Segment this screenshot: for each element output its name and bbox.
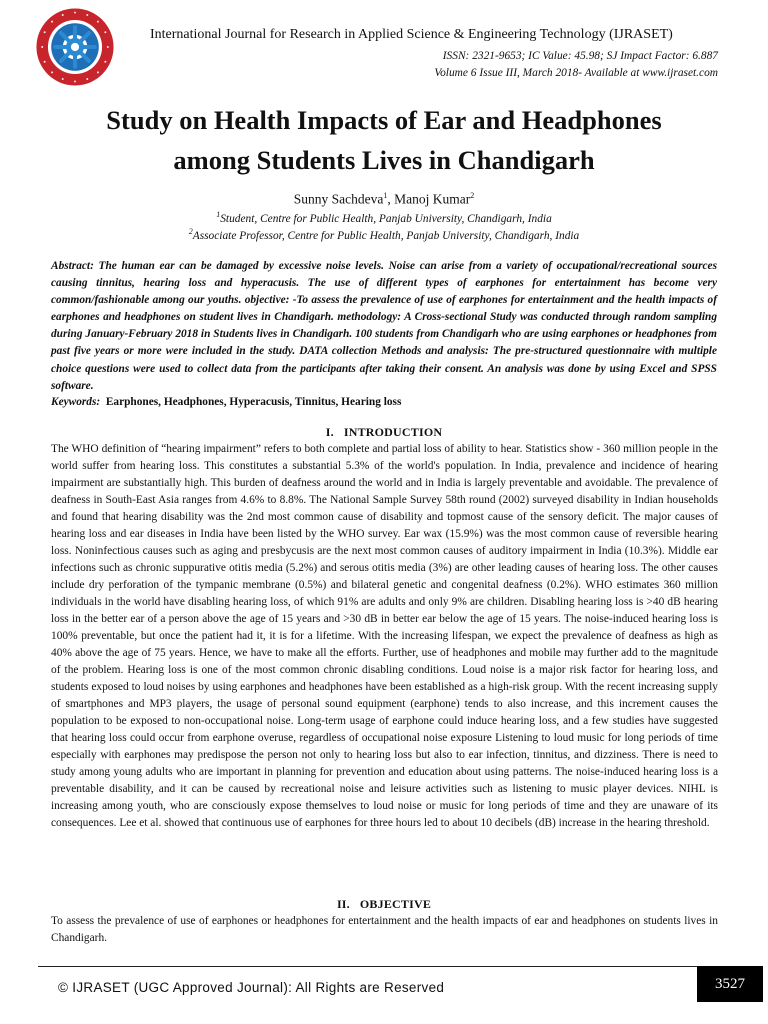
objective-text: To assess the prevalence of use of earphones or headphones for entertainment and the health impacts of ear and headphones on students lives in Chandigarh. [51,915,718,944]
journal-logo-icon [34,6,116,88]
section-number: II. [336,897,350,911]
title-line-1: Study on Health Impacts of Ear and Headphones [106,105,662,135]
keywords-list: Earphones, Headphones, Hyperacusis, Tinnitus, Hearing loss [105,396,402,408]
section-title: INTRODUCTION [343,425,443,439]
page-number: 3527 [697,966,763,1002]
section-title: OBJECTIVE [359,897,432,911]
abstract-text: Abstract: The human ear can be damaged by excessive noise levels. Noise can arise from a variety of occupational/recreational sources causing tinnitus, hearing loss and hyperacusis. The use of different types of earphones for entertainment has become very common/fashionable among our youths. objective: -To assess the prevalence of use of earphones for entertainment and the health impacts of earphones and headphones on student lives in Chandigarh. methodology: A Cross-sectional Study was conducted through random sampling during January-February 2018 in Students lives in Chandigarh. 100 students from Chandigarh who are using earphones or headphones from past five years or more were included in the study. DATA collection Methods and analysis: The pre-structured questionnaire with multiple choice questions were used to collect data from the participants after taking their consent. An analysis was done by using Excel and SPSS software. [51,260,717,392]
section-heading-introduction [0,424,768,440]
author-2-sup: 2 [470,191,475,200]
affiliation-1-text: Student, Centre for Public Health, Panjab University, Chandigarh, India [220,212,552,225]
section-heading-objective [0,896,768,912]
keywords-label: Keywords: [51,396,101,408]
footer-divider [38,966,762,967]
footer-copyright: © IJRASET (UGC Approved Journal): All Rights are Reserved [58,980,445,995]
author-2: Manoj Kumar [394,191,471,207]
affiliation-1-sup: 1 [216,210,221,219]
affiliation-2 [0,224,768,244]
section-number: I. [325,425,334,439]
issn-line: ISSN: 2321-9653; IC Value: 45.98; SJ Impact Factor: 6.887 [442,50,718,62]
author-separator: , [387,191,395,207]
volume-line: Volume 6 Issue III, March 2018- Available at www.ijraset.com [434,67,718,79]
keywords-line [51,394,717,411]
author-1: Sunny Sachdeva [293,191,384,207]
journal-meta [434,48,718,82]
author-list [0,188,768,208]
affiliation-2-sup: 2 [188,227,193,236]
journal-name: International Journal for Research in Applied Science & Engineering Technology (IJRASET) [150,27,673,42]
author-1-sup: 1 [383,191,388,200]
introduction-text: The WHO definition of “hearing impairment” refers to both complete and partial loss of ability to hear. Statistics show - 360 million people in the world suffer from hearing loss. This constitutes a substantial 5.3% of the world's population. In India, prevalence and incidence of hearing impairment are substantially high. This burden of deafness around the world and in India is largely preventable and avoidable. The prevalence of deafness in South-East Asia ranges from 4.6% to 8.8%. The National Sample Survey 58th round (2002) surveyed disability in Indian households and found that hearing disability was the 2nd most common cause of disability and topmost cause of the sensory deficit. The major causes of hearing loss and ear diseases in India have been listed by the WHO survey. Ear wax (15.9%) was the most common cause of reversible hearing loss. Noninfectious causes such as aging and presbycusis are the next most common causes of auditory impairment in India (10.3%). Middle ear infections such as chronic suppurative otitis media (5.2%) and serous otitis media (3%) are other leading causes of hearing loss. The other causes include dry perforation of the tympanic membrane (0.5%) and bilateral genetic and congenital deafness (0.2%). WHO estimates 360 million individuals in the world have disabling hearing loss, of which 91% are adults and only 9% are children. Disabling hearing loss is >40 dB hearing loss in the better ear of a person above the age of 15 years and >30 dB in better ear below the age of 15 years. The noise-induced hearing loss is 100% preventable, but once the patient had it, it is for a lifetime. With the increasing lifespan, we expect the prevalence of deafness as high as 40% above the age of 75 years. Hence, we have to make all the efforts. Further, use of headphones and mobile may further add to the magnitude of the problem. Hearing loss is one of the most common chronic disabling conditions. Loud noise is a major risk factor for hearing loss, and students exposed to loud noises by using earphones and headphones have been established as a high-risk group. With the recent increasing supply of smartphones and MP3 players, the usage of personal sound equipment (earphone) tends to also increase, and this increment causes the population to be exposed to non-occupational noise. Long-term usage of earphone could induce hearing loss, and a few studies have suggested that hearing loss could occur from earphone overuse, regardless of occupational noise exposure Listening to loud music for long periods of time especially with earphones may predispose the person not only to hearing loss but also to ear infection, tinnitus, and dizziness. There is need to study among young adults who are important in planning for prevention and education about using patterns. The noise-induced hearing loss is a preventable disability, and it can be caused by recreational noise and leisure activities such as listening to music player devices. NIHL is increasing among youth, who are consciously expose themselves to loud noise or music for long periods of time and they are unaware of its consequences. Lee et al. showed that continuous use of earphones for three hours led to about 10 decibels (dB) increase in the hearing threshold. [51,443,718,829]
affiliation-2-text: Associate Professor, Centre for Public Health, Panjab University, Chandigarh, India [192,229,580,242]
title-line-2: among Students Lives in Chandigarh [173,145,595,175]
article-title [30,100,738,180]
